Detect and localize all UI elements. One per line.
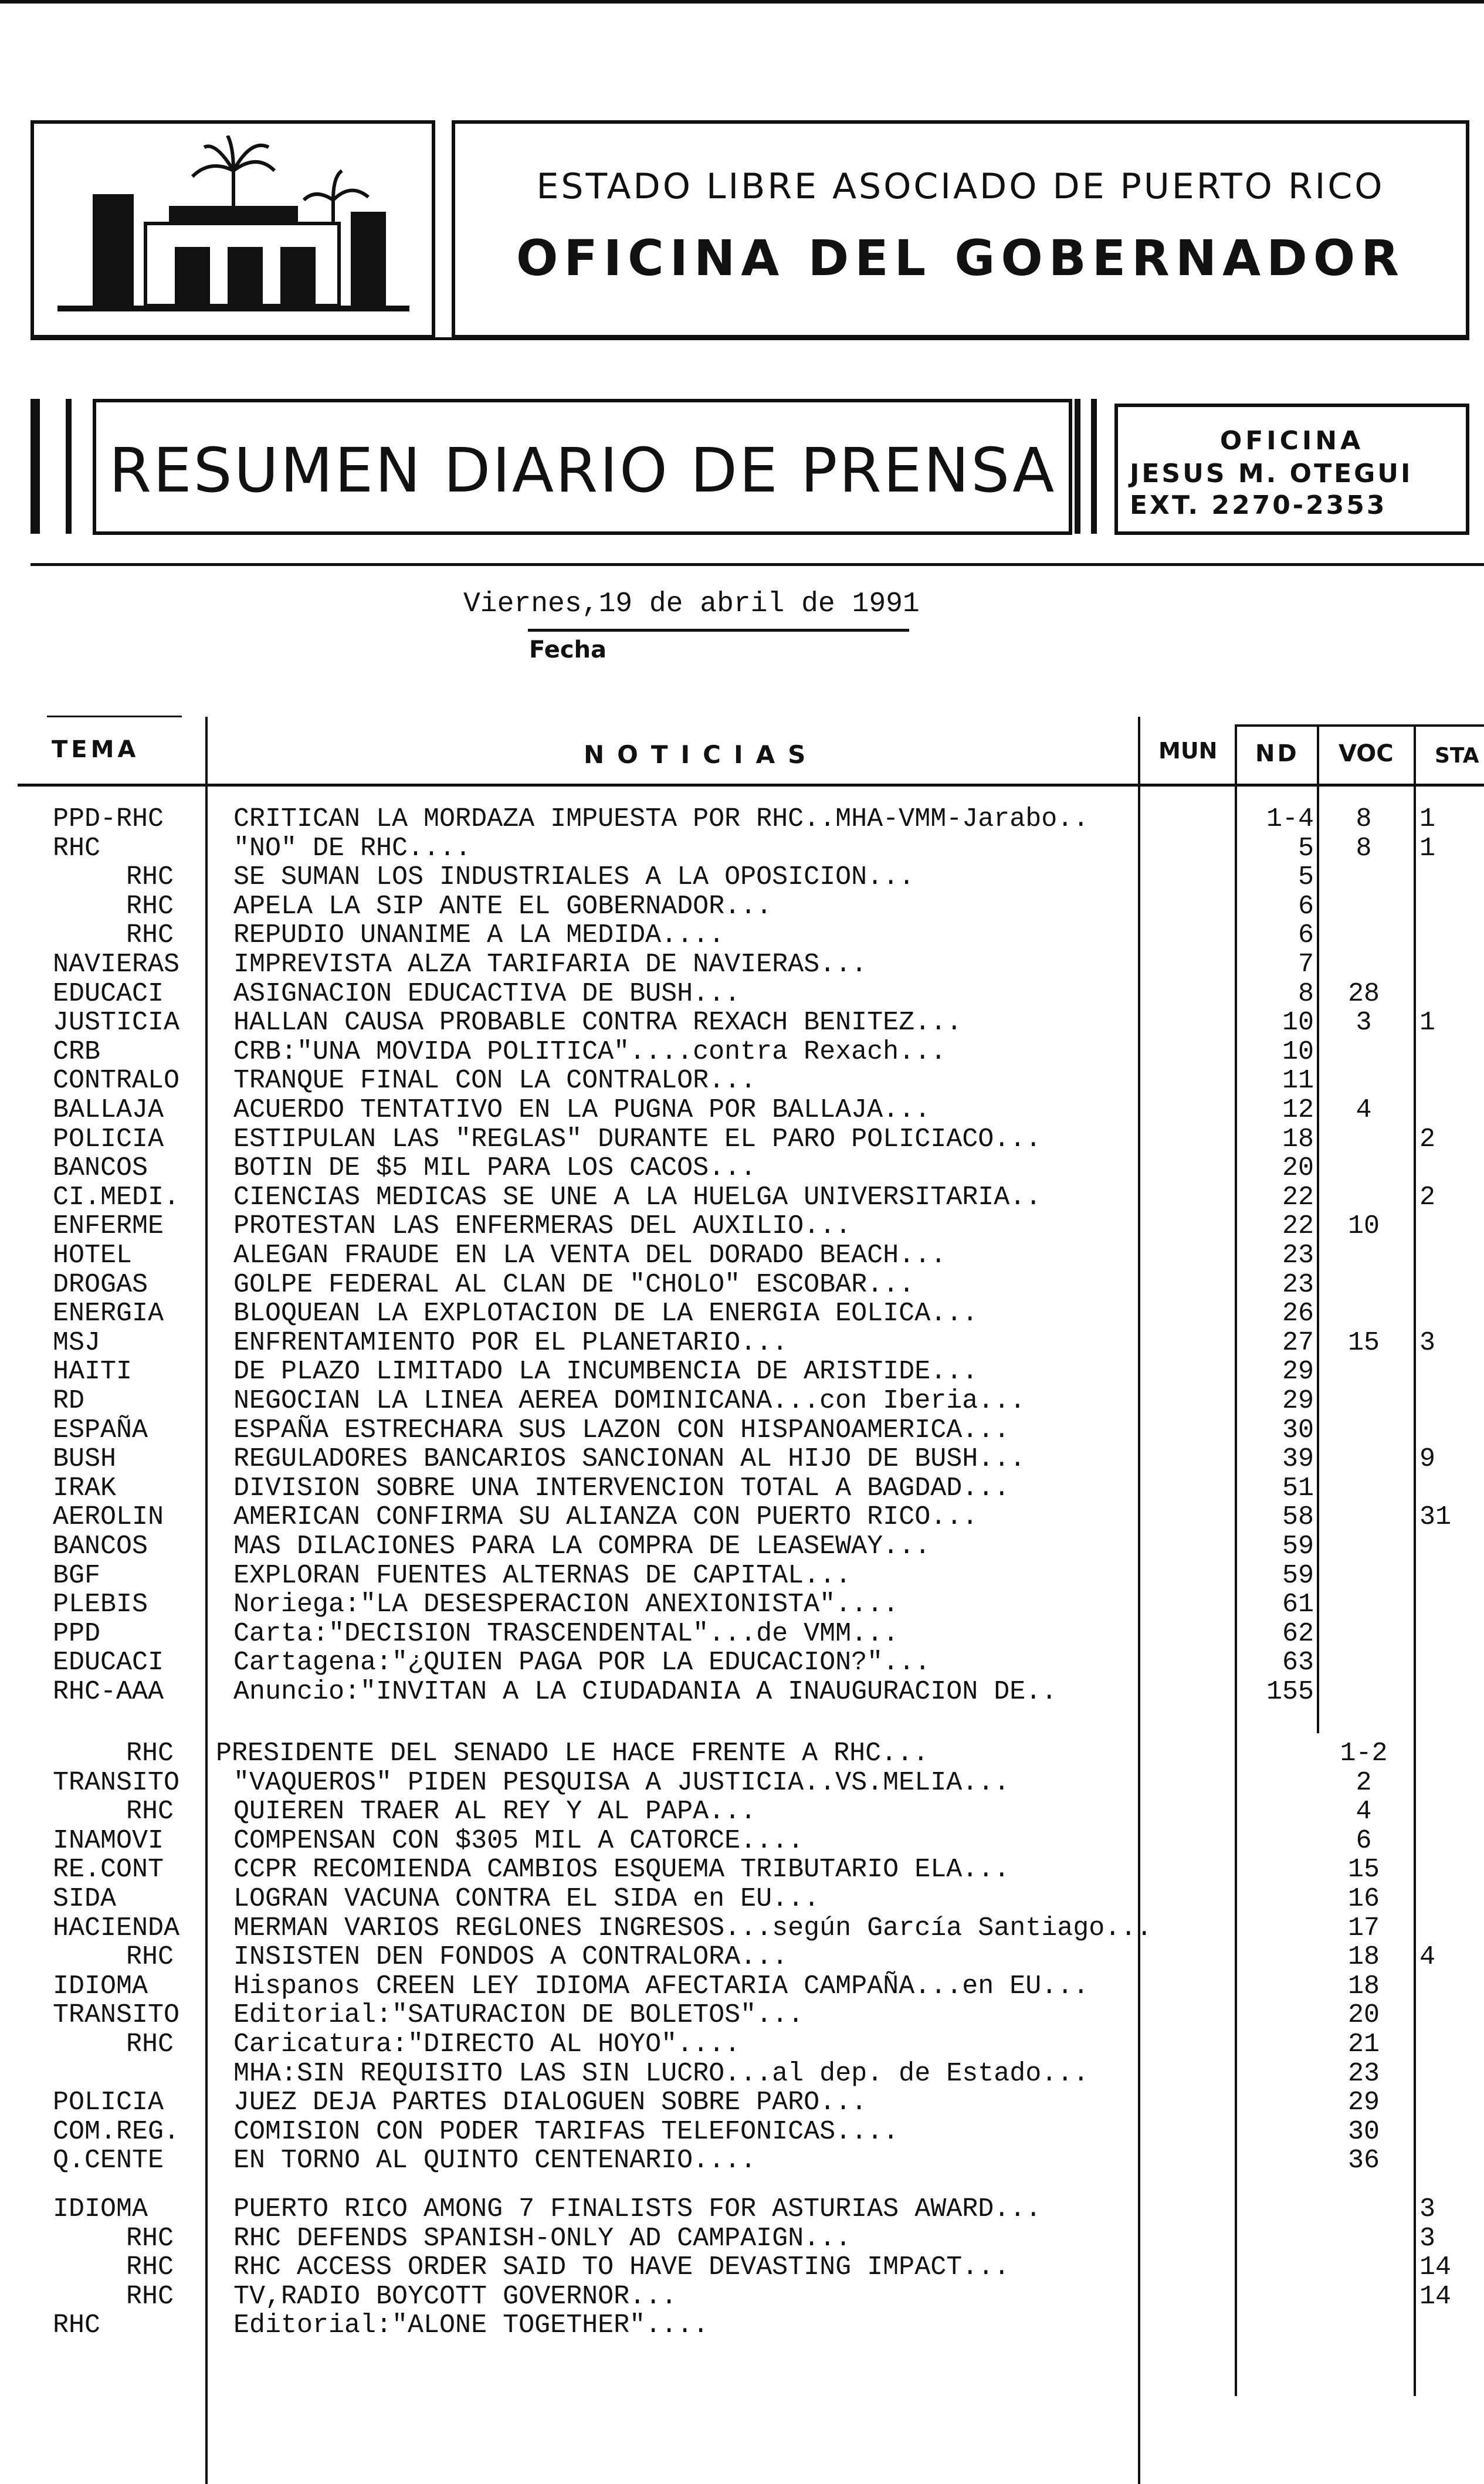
table-row	[0, 1008, 1484, 1038]
row-tema: IDIOMA	[53, 1971, 148, 2001]
row-noticia: Cartagena:"¿QUIEN PAGA POR LA EDUCACION?"...	[233, 1648, 931, 1678]
banner-left-bar-1	[31, 399, 40, 534]
table-row	[0, 1066, 1484, 1096]
table-row	[0, 1416, 1484, 1445]
banner-right-bar-1	[1075, 399, 1080, 534]
row-nd: 27	[1282, 1327, 1314, 1358]
column-header-tema: TEMA	[52, 736, 140, 763]
row-tema: BALLAJA	[53, 1095, 164, 1125]
column-header-star: STA	[1435, 744, 1479, 768]
row-nd: 8	[1297, 978, 1314, 1009]
row-noticia: RHC DEFENDS SPANISH-ONLY AD CAMPAIGN...	[233, 2223, 852, 2253]
row-tema: HACIENDA	[53, 1913, 180, 1943]
table-row	[0, 2253, 1484, 2282]
row-tema: NAVIERAS	[53, 950, 180, 980]
row-voc: 1-2	[1340, 1739, 1388, 1768]
row-noticia: INSISTEN DEN FONDOS A CONTRALORA...	[233, 1942, 788, 1973]
row-voc: 8	[1356, 804, 1372, 834]
row-noticia: JUEZ DEJA PARTES DIALOGUEN SOBRE PARO...	[233, 2087, 868, 2118]
column-header-mun: MUN	[1158, 738, 1218, 764]
row-voc: 29	[1347, 2087, 1380, 2118]
table-row	[0, 1561, 1484, 1591]
table-row	[0, 1503, 1484, 1532]
row-noticia: PRESIDENTE DEL SENADO LE HACE FRENTE A RHC...	[216, 1739, 929, 1768]
row-star: 3	[1419, 1327, 1436, 1358]
row-tema: BUSH	[53, 1444, 117, 1475]
office-box	[1114, 404, 1469, 535]
table-row	[0, 1096, 1484, 1125]
row-voc: 3	[1356, 1008, 1372, 1038]
row-tema: CRB	[53, 1036, 101, 1067]
row-nd: 59	[1282, 1531, 1314, 1561]
table-row	[0, 1038, 1484, 1067]
table-row	[0, 1387, 1484, 1416]
row-tema: CONTRALO	[53, 1066, 180, 1096]
row-star: 2	[1419, 1182, 1436, 1212]
row-noticia: MERMAN VARIOS REGLONES INGRESOS...según García Santiago...	[233, 1913, 1153, 1943]
row-voc: 4	[1356, 1797, 1372, 1827]
row-tema: BGF	[53, 1560, 101, 1591]
row-nd: 20	[1282, 1153, 1314, 1184]
row-tema: MSJ	[53, 1327, 101, 1358]
table-row	[0, 1739, 1484, 1768]
table-row	[0, 2001, 1484, 2030]
row-tema: RHC	[53, 2310, 101, 2341]
row-tema: RHC	[126, 2281, 174, 2312]
row-tema: IRAK	[53, 1473, 117, 1503]
letterhead-box	[452, 120, 1469, 338]
table-row	[0, 2195, 1484, 2224]
table-row	[0, 1270, 1484, 1300]
table-row	[0, 2088, 1484, 2117]
row-star: 31	[1419, 1502, 1452, 1533]
row-star: 3	[1419, 2223, 1436, 2253]
table-row	[0, 2030, 1484, 2059]
row-star: 4	[1419, 1942, 1436, 1973]
row-tema: RHC-AAA	[53, 1677, 164, 1707]
row-noticia: SE SUMAN LOS INDUSTRIALES A LA OPOSICION...	[233, 862, 915, 893]
row-nd: 62	[1282, 1618, 1314, 1649]
row-nd: 1-4	[1266, 804, 1314, 834]
row-nd: 22	[1282, 1182, 1314, 1212]
row-nd: 23	[1282, 1241, 1314, 1270]
row-tema: TRANSITO	[53, 1767, 180, 1798]
row-tema: COM.REG.	[53, 2116, 180, 2147]
row-tema: RHC	[126, 920, 174, 951]
row-tema: BANCOS	[53, 1153, 148, 1184]
row-noticia: REGULADORES BANCARIOS SANCIONAN AL HIJO DE BUSH...	[233, 1444, 1026, 1475]
table-row	[0, 1590, 1484, 1619]
row-tema: ESPAÑA	[53, 1415, 148, 1445]
row-voc: 4	[1356, 1095, 1372, 1125]
row-tema: PPD	[53, 1618, 101, 1649]
row-star: 2	[1419, 1124, 1436, 1154]
row-noticia: PUERTO RICO AMONG 7 FINALISTS FOR ASTURIAS AWARD...	[233, 2194, 1042, 2224]
row-tema: EDUCACI	[53, 978, 164, 1009]
row-tema: RD	[53, 1386, 85, 1416]
header-top-line	[47, 716, 182, 717]
row-noticia: CIENCIAS MEDICAS SE UNE A LA HUELGA UNIVERSITARIA..	[233, 1182, 1042, 1212]
row-noticia: ENFRENTAMIENTO POR EL PLANETARIO...	[233, 1327, 788, 1358]
table-row	[0, 834, 1484, 863]
report-date: Viernes,19 de abril de 1991	[463, 588, 920, 620]
row-nd: 6	[1297, 891, 1314, 921]
row-tema: AEROLIN	[53, 1502, 164, 1533]
fortaleza-logo-icon	[57, 135, 409, 311]
row-star: 9	[1419, 1444, 1436, 1475]
row-voc: 10	[1347, 1211, 1380, 1242]
row-noticia: RHC ACCESS ORDER SAID TO HAVE DEVASTING IMPACT...	[233, 2252, 1010, 2283]
top-edge-line	[0, 0, 1484, 4]
row-nd: 12	[1282, 1095, 1314, 1125]
row-noticia: PROTESTAN LAS ENFERMERAS DEL AUXILIO...	[233, 1211, 852, 1242]
row-voc: 18	[1347, 1942, 1380, 1973]
row-nd: 51	[1282, 1473, 1314, 1503]
row-voc: 36	[1347, 2146, 1380, 2176]
row-star: 1	[1419, 804, 1436, 834]
row-tema: RHC	[126, 891, 174, 921]
row-noticia: ASIGNACION EDUCACTIVA DE BUSH...	[233, 978, 741, 1009]
row-tema: RHC	[126, 2029, 174, 2059]
table-row	[0, 1943, 1484, 1972]
row-noticia: ESTIPULAN LAS "REGLAS" DURANTE EL PARO POLICIACO...	[233, 1124, 1042, 1154]
row-noticia: "NO" DE RHC....	[233, 833, 472, 863]
row-voc: 6	[1356, 1825, 1372, 1856]
table-row	[0, 2282, 1484, 2312]
table-row	[0, 1855, 1484, 1885]
row-noticia: TRANQUE FINAL CON LA CONTRALOR...	[233, 1066, 757, 1096]
table-row	[0, 1445, 1484, 1474]
table-row	[0, 1619, 1484, 1649]
seal-box	[31, 120, 435, 338]
row-noticia: CRB:"UNA MOVIDA POLITICA"....contra Rexach...	[233, 1036, 947, 1067]
column-header-nd: ND	[1255, 740, 1299, 767]
row-nd: 18	[1282, 1124, 1314, 1154]
table-row	[0, 1329, 1484, 1358]
row-nd: 10	[1282, 1008, 1314, 1038]
table-row	[0, 1972, 1484, 2001]
row-nd: 29	[1282, 1386, 1314, 1416]
row-star: 14	[1419, 2252, 1452, 2283]
row-tema: RHC	[126, 2223, 174, 2253]
row-nd: 61	[1282, 1590, 1314, 1620]
table-row	[0, 1183, 1484, 1212]
row-noticia: LOGRAN VACUNA CONTRA EL SIDA en EU...	[233, 1884, 820, 1914]
row-tema: JUSTICIA	[53, 1008, 180, 1038]
table-row	[0, 1299, 1484, 1329]
banner-underline	[31, 563, 1484, 566]
row-noticia: QUIEREN TRAER AL REY Y AL PAPA...	[233, 1797, 757, 1827]
row-voc: 21	[1347, 2029, 1380, 2059]
row-nd: 30	[1282, 1415, 1314, 1445]
row-nd: 39	[1282, 1444, 1314, 1475]
row-noticia: DIVISION SOBRE UNA INTERVENCION TOTAL A BAGDAD...	[233, 1473, 1010, 1503]
row-noticia: COMISION CON PODER TARIFAS TELEFONICAS....	[233, 2116, 899, 2147]
row-tema: SIDA	[53, 1884, 117, 1914]
row-noticia: APELA LA SIP ANTE EL GOBERNADOR...	[233, 891, 773, 921]
row-noticia: EXPLORAN FUENTES ALTERNAS DE CAPITAL...	[233, 1560, 852, 1591]
table-row	[0, 805, 1484, 834]
table-row	[0, 1241, 1484, 1270]
header-bottom-line	[18, 784, 1484, 787]
row-voc: 17	[1347, 1913, 1380, 1943]
row-noticia: AMERICAN CONFIRMA SU ALIANZA CON PUERTO RICO...	[233, 1502, 978, 1533]
row-star: 14	[1419, 2281, 1452, 2312]
row-tema: Q.CENTE	[53, 2146, 164, 2176]
row-noticia: EN TORNO AL QUINTO CENTENARIO....	[233, 2146, 757, 2176]
row-tema: RHC	[126, 1797, 174, 1827]
letterhead-underline	[31, 337, 1469, 340]
row-noticia: "VAQUEROS" PIDEN PESQUISA A JUSTICIA..VS.MELIA...	[233, 1767, 1010, 1798]
row-voc: 28	[1347, 978, 1380, 1009]
row-tema: RHC	[126, 1739, 174, 1768]
row-noticia: TV,RADIO BOYCOTT GOVERNOR...	[233, 2281, 677, 2312]
table-row	[0, 1357, 1484, 1387]
row-noticia: MHA:SIN REQUISITO LAS SIN LUCRO...al dep. de Estado...	[233, 2058, 1089, 2089]
row-noticia: Caricatura:"DIRECTO AL HOYO"....	[233, 2029, 741, 2059]
row-voc: 16	[1347, 1884, 1380, 1914]
row-nd: 59	[1282, 1560, 1314, 1591]
office-label: OFICINA	[1219, 426, 1364, 456]
table-row	[0, 1474, 1484, 1503]
table-row	[0, 1768, 1484, 1798]
row-star: 1	[1419, 833, 1436, 863]
row-tema: INAMOVI	[53, 1825, 164, 1856]
row-nd: 22	[1282, 1211, 1314, 1242]
date-underline	[528, 629, 909, 632]
row-tema: DROGAS	[53, 1269, 148, 1300]
row-nd: 58	[1282, 1502, 1314, 1533]
office-ext: EXT. 2270-2353	[1130, 490, 1387, 520]
row-tema: IDIOMA	[53, 2194, 148, 2224]
row-tema: BANCOS	[53, 1531, 148, 1561]
table-row	[0, 980, 1484, 1009]
table-row	[0, 1826, 1484, 1856]
row-tema: PLEBIS	[53, 1590, 148, 1620]
banner-left-bar-2	[66, 399, 72, 534]
letterhead-line-1: ESTADO LIBRE ASOCIADO DE PUERTO RICO	[536, 166, 1385, 207]
row-tema: POLICIA	[53, 2087, 164, 2118]
row-noticia: Hispanos CREEN LEY IDIOMA AFECTARIA CAMPAÑA...en EU...	[233, 1971, 1089, 2001]
row-tema: HAITI	[53, 1357, 133, 1387]
row-tema: ENFERME	[53, 1211, 164, 1242]
row-nd: 10	[1282, 1036, 1314, 1067]
row-tema: EDUCACI	[53, 1648, 164, 1678]
row-tema: HOTEL	[53, 1241, 133, 1270]
row-nd: 29	[1282, 1357, 1314, 1387]
table-row	[0, 1914, 1484, 1943]
row-nd: 11	[1282, 1066, 1314, 1096]
row-noticia: NEGOCIAN LA LINEA AEREA DOMINICANA...con Iberia...	[233, 1386, 1026, 1416]
row-noticia: ACUERDO TENTATIVO EN LA PUGNA POR BALLAJA...	[233, 1095, 931, 1125]
banner-title: RESUMEN DIARIO DE PRENSA	[109, 435, 1056, 506]
row-tema: ENERGIA	[53, 1299, 164, 1329]
table-row	[0, 1212, 1484, 1241]
row-voc: 30	[1347, 2116, 1380, 2147]
row-voc: 20	[1347, 2000, 1380, 2031]
row-noticia: Carta:"DECISION TRASCENDENTAL"...de VMM...	[233, 1618, 899, 1649]
row-noticia: Editorial:"SATURACION DE BOLETOS"...	[233, 2000, 804, 2031]
row-tema: RHC	[126, 1942, 174, 1973]
table-row	[0, 2117, 1484, 2147]
row-nd: 26	[1282, 1299, 1314, 1329]
row-noticia: IMPREVISTA ALZA TARIFARIA DE NAVIERAS...	[233, 950, 868, 980]
row-nd: 155	[1266, 1677, 1314, 1707]
row-voc: 23	[1347, 2058, 1380, 2089]
row-noticia: MAS DILACIONES PARA LA COMPRA DE LEASEWAY...	[233, 1531, 931, 1561]
table-row	[0, 921, 1484, 950]
row-tema: RHC	[126, 862, 174, 893]
row-tema: RHC	[53, 833, 101, 863]
row-nd: 5	[1297, 833, 1314, 863]
table-row	[0, 2224, 1484, 2253]
row-noticia: BLOQUEAN LA EXPLOTACION DE LA ENERGIA EOLICA...	[233, 1299, 978, 1329]
row-tema: POLICIA	[53, 1124, 164, 1154]
row-voc: 8	[1356, 833, 1372, 863]
row-voc: 15	[1347, 1327, 1380, 1358]
table-row	[0, 2146, 1484, 2175]
table-row	[0, 1154, 1484, 1183]
row-tema: RE.CONT	[53, 1855, 164, 1885]
banner-title-box	[93, 399, 1072, 535]
row-tema: CI.MEDI.	[53, 1182, 180, 1212]
row-star: 1	[1419, 1008, 1436, 1038]
row-noticia: Editorial:"ALONE TOGETHER"....	[233, 2310, 709, 2341]
row-noticia: GOLPE FEDERAL AL CLAN DE "CHOLO" ESCOBAR...	[233, 1269, 915, 1300]
row-tema: PPD-RHC	[53, 804, 164, 834]
table-row	[0, 892, 1484, 921]
table-row	[0, 863, 1484, 892]
date-label: Fecha	[529, 636, 607, 663]
row-nd: 23	[1282, 1269, 1314, 1300]
table-row	[0, 1125, 1484, 1154]
row-noticia: CCPR RECOMIENDA CAMBIOS ESQUEMA TRIBUTARIO ELA...	[233, 1855, 1010, 1885]
banner-right-bar-2	[1091, 399, 1097, 534]
row-noticia: BOTIN DE $5 MIL PARA LOS CACOS...	[233, 1153, 757, 1184]
row-noticia: ESPAÑA ESTRECHARA SUS LAZON CON HISPANOAMERICA...	[233, 1415, 1010, 1445]
table-row	[0, 1678, 1484, 1707]
column-header-box-top	[1235, 724, 1484, 727]
row-voc: 18	[1347, 1971, 1380, 2001]
table-row	[0, 2059, 1484, 2089]
office-name: JESUS M. OTEGUI	[1130, 459, 1413, 489]
row-noticia: Noriega:"LA DESESPERACION ANEXIONISTA"....	[233, 1590, 899, 1620]
table-row	[0, 1797, 1484, 1826]
column-header-noticias: NOTICIAS	[584, 740, 819, 769]
row-nd: 63	[1282, 1648, 1314, 1678]
letterhead-line-2: OFICINA DEL GOBERNADOR	[516, 229, 1405, 287]
column-header-voc: VOC	[1339, 740, 1394, 767]
row-nd: 5	[1297, 862, 1314, 893]
table-row	[0, 950, 1484, 980]
row-noticia: Anuncio:"INVITAN A LA CIUDADANIA A INAUGURACION DE..	[233, 1677, 1058, 1707]
row-noticia: HALLAN CAUSA PROBABLE CONTRA REXACH BENITEZ...	[233, 1008, 963, 1038]
table-row	[0, 2311, 1484, 2340]
row-noticia: REPUDIO UNANIME A LA MEDIDA....	[233, 920, 725, 951]
table-row	[0, 1885, 1484, 1914]
row-tema: TRANSITO	[53, 2000, 180, 2031]
row-voc: 2	[1356, 1767, 1372, 1798]
row-nd: 7	[1297, 950, 1314, 980]
row-noticia: COMPENSAN CON $305 MIL A CATORCE....	[233, 1825, 804, 1856]
row-noticia: CRITICAN LA MORDAZA IMPUESTA POR RHC..MHA-VMM-Jarabo..	[233, 804, 1089, 834]
table-row	[0, 1648, 1484, 1678]
row-nd: 6	[1297, 920, 1314, 951]
table-row	[0, 1532, 1484, 1561]
row-noticia: DE PLAZO LIMITADO LA INCUMBENCIA DE ARISTIDE...	[233, 1357, 978, 1387]
row-tema: RHC	[126, 2252, 174, 2283]
row-noticia: ALEGAN FRAUDE EN LA VENTA DEL DORADO BEACH...	[233, 1241, 947, 1270]
row-star: 3	[1419, 2194, 1436, 2224]
row-voc: 15	[1347, 1855, 1380, 1885]
